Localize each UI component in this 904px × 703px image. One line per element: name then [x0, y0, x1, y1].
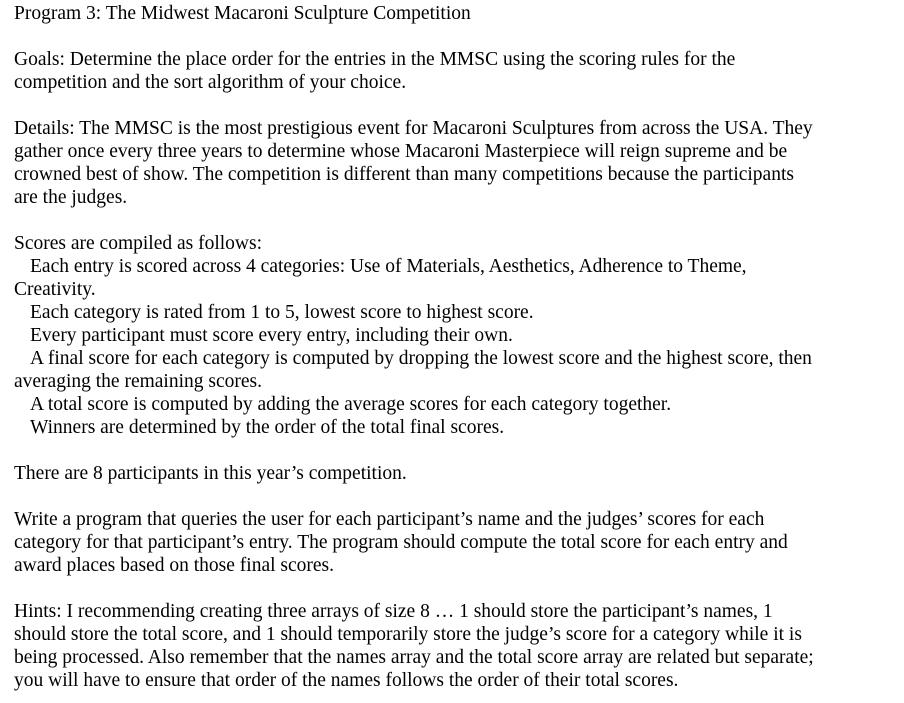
goals-line: Goals: Determine the place order for the entries in the MMSC using the scoring rules for the	[14, 49, 736, 70]
scoring-rule	[14, 301, 894, 324]
hints-line: you will have to ensure that order of the names follows the order of their total scores.	[14, 670, 679, 691]
rule-line: Each category is rated from 1 to 5, lowest score to highest score.	[30, 302, 534, 323]
participants-note: There are 8 participants in this year’s competition.	[14, 463, 407, 484]
scoring-rule	[14, 393, 894, 416]
details-line: crowned best of show. The competition is different than many competitions because the participants	[14, 164, 794, 185]
task-line: award places based on those final scores.	[14, 555, 335, 576]
task-paragraph	[14, 508, 894, 577]
rule-line: Every participant must score every entry, including their own.	[30, 325, 513, 346]
spacer	[14, 577, 894, 600]
scoring-rule	[14, 324, 894, 347]
details-line: gather once every three years to determine whose Macaroni Masterpiece will reign supreme and be	[14, 141, 788, 162]
hints-line: Hints: I recommending creating three arrays of size 8 … 1 should store the participant’s names, 1	[14, 601, 773, 622]
details-line: are the judges.	[14, 187, 128, 208]
rule-line-continued: Creativity.	[14, 279, 96, 300]
goals-paragraph	[14, 48, 894, 94]
scoring-rule	[14, 416, 894, 439]
goals-line: competition and the sort algorithm of your choice.	[14, 72, 407, 93]
spacer	[14, 485, 894, 508]
spacer	[14, 439, 894, 462]
scores-heading: Scores are compiled as follows:	[14, 233, 263, 254]
rule-line: Each entry is scored across 4 categories: Use of Materials, Aesthetics, Adherence to Theme,	[30, 256, 747, 277]
spacer	[14, 25, 894, 48]
document-body	[14, 2, 894, 692]
task-line: Write a program that queries the user for each participant’s name and the judges’ scores for each	[14, 509, 765, 530]
details-line: Details: The MMSC is the most prestigious event for Macaroni Sculptures from across the USA. They	[14, 118, 813, 139]
spacer	[14, 94, 894, 117]
hints-paragraph	[14, 600, 894, 692]
scoring-rule	[14, 255, 894, 301]
details-paragraph	[14, 117, 894, 209]
rule-line: Winners are determined by the order of the total final scores.	[30, 417, 505, 438]
scoring-section	[14, 232, 894, 439]
spacer	[14, 209, 894, 232]
hints-line: being processed. Also remember that the names array and the total score array are related but separate;	[14, 647, 814, 668]
scoring-rule	[14, 347, 894, 393]
rule-line-continued: averaging the remaining scores.	[14, 371, 262, 392]
document-title: Program 3: The Midwest Macaroni Sculpture Competition	[14, 3, 471, 24]
rule-line: A total score is computed by adding the average scores for each category together.	[30, 394, 672, 415]
hints-line: should store the total score, and 1 should temporarily store the judge’s score for a category while it is	[14, 624, 802, 645]
rule-line: A final score for each category is computed by dropping the lowest score and the highest score, then	[30, 348, 812, 369]
task-line: category for that participant’s entry. The program should compute the total score for each entry and	[14, 532, 788, 553]
